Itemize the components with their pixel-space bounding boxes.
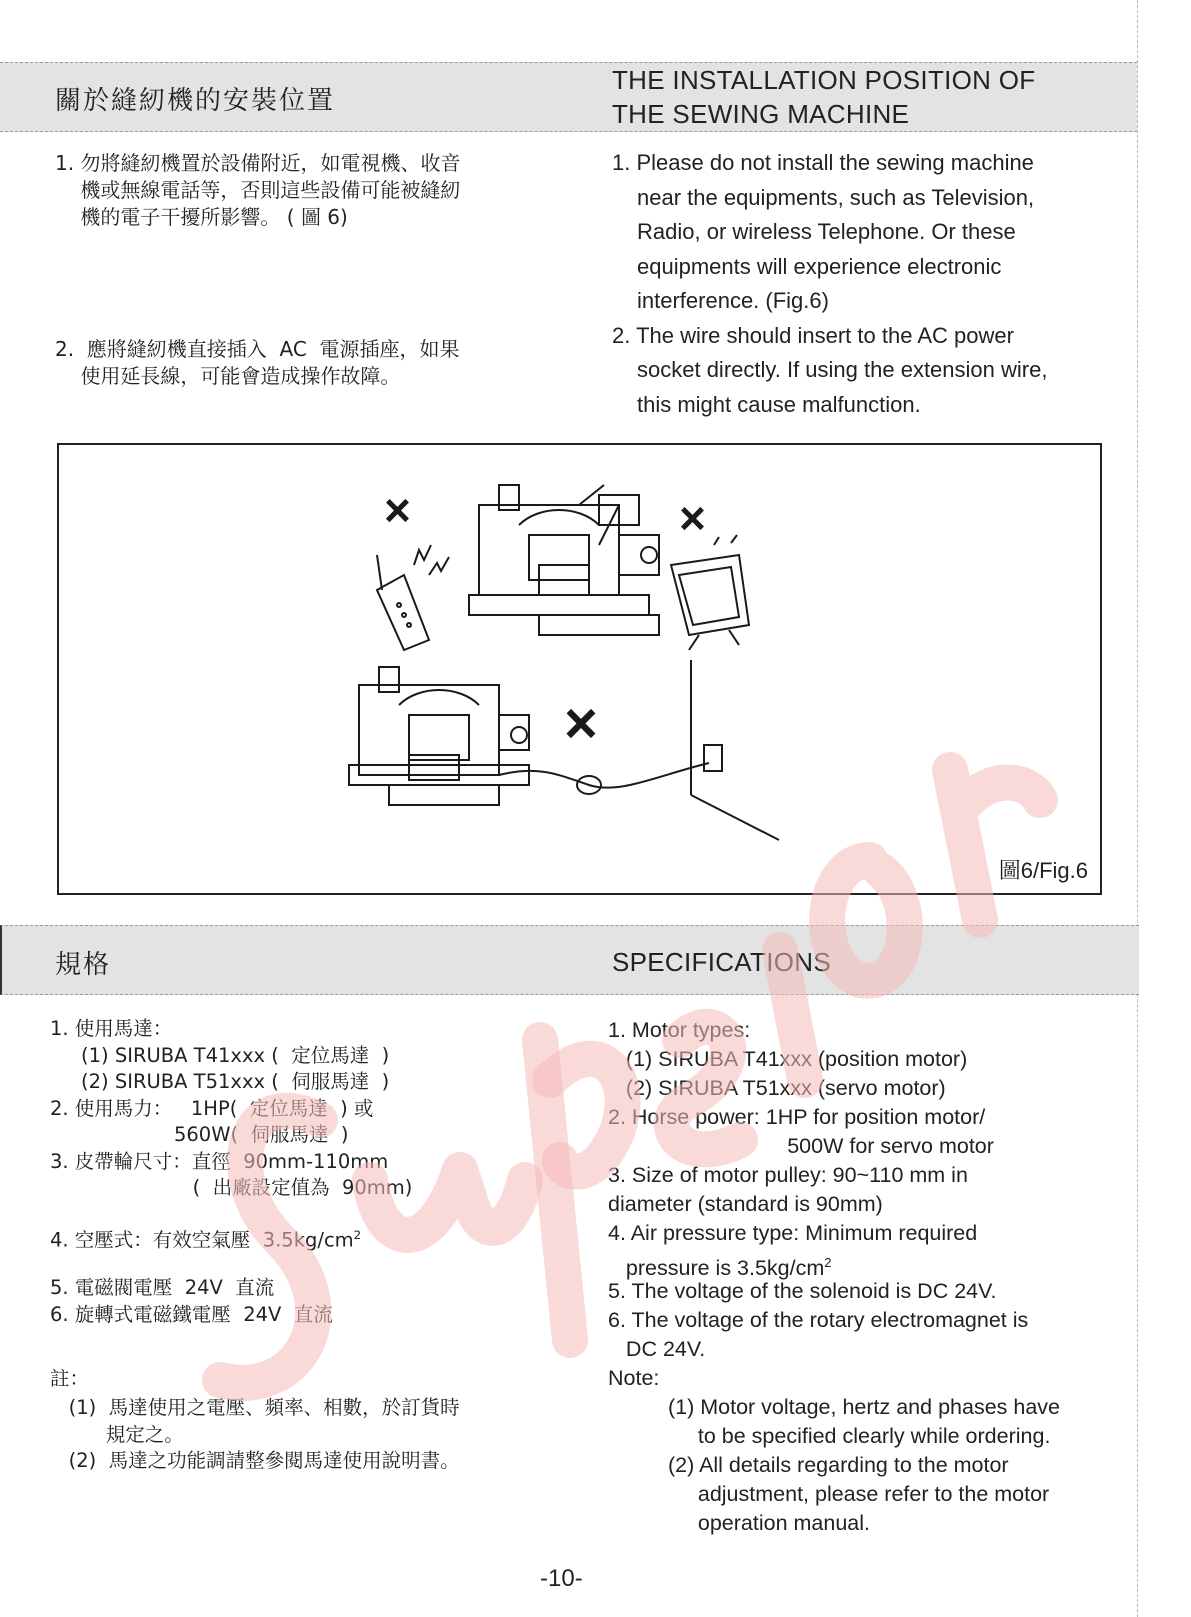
zh-spec-air xyxy=(50,1222,361,1254)
zh-spec-air-text: 4. 空壓式：有效空氣壓 3.5kg/cm xyxy=(50,1228,354,1252)
en-spec-voltage-note: 5. The voltage of the solenoid is DC 24V. 6. The voltage of the rotary electromagnet is DC 24V. Note: xyxy=(608,1279,1029,1390)
en-spec-list: 1. Motor types: (1) SIRUBA T41xxx (position motor) (2) SIRUBA T51xxx (servo motor) 2. Horse power: 1HP for position motor/ 500W for servo motor 3. Size of motor pulley: 90~110 mm in diameter (standard is 90mm) 4. Air pressure type: Minimum required xyxy=(608,1018,994,1245)
page-number: -10- xyxy=(540,1565,583,1592)
zh-section-title-installation: 關於縫紉機的安裝位置 xyxy=(55,86,336,116)
en-item-2-line-1: 2. The wire should insert to the AC power xyxy=(612,322,1014,348)
wrong-mark-1: × xyxy=(384,484,411,536)
en-item-1-line-2: near the equipments, such as Television, xyxy=(637,184,1035,210)
en-section-title-specs: SPECIFICATIONS xyxy=(612,947,831,977)
sewing-machine-top xyxy=(469,485,659,635)
en-title-line-2: THE SEWING MACHINE xyxy=(612,99,910,129)
en-spec-air-text: pressure is 3.5kg/cm xyxy=(608,1256,825,1281)
zh-note-title: 註： xyxy=(50,1367,90,1390)
en-item-1-line-3: Radio, or wireless Telephone. Or these xyxy=(637,219,1016,244)
en-notes: (1) Motor voltage, hertz and phases have to be specified clearly while ordering. (2) All details regarding to the motor adjustment, please refer to the motor operation manual. xyxy=(668,1395,1060,1535)
figure-6-box xyxy=(57,443,1102,895)
figure-6-illustration xyxy=(59,445,1100,893)
wall-floor xyxy=(691,795,779,840)
en-item-2-line-2: socket directly. If using the extension wire, xyxy=(637,357,1048,382)
zh-item-2: 2. 應將縫紉機直接插入 AC 電源插座，如果 使用延長線，可能會造成操作故障。 xyxy=(55,337,460,388)
zh-spec-voltage: 5. 電磁閥電壓 24V 直流 6. 旋轉式電磁鐵電壓 24V 直流 xyxy=(50,1276,333,1326)
wrong-mark-2: × xyxy=(679,492,706,544)
extension-cable xyxy=(499,763,709,788)
page-edge-dashline xyxy=(1137,0,1138,1617)
wrong-mark-3: × xyxy=(564,691,598,756)
en-item-2-line-3: this might cause malfunction. xyxy=(637,391,921,417)
figure-label: 圖6/Fig.6 xyxy=(998,858,1088,883)
zh-item-1: 1. 勿將縫紉機置於設備附近，如電視機、收音 機或無線電話等，否則這些設備可能被縫紉 機的電子干擾所影響。 ( 圖 6) xyxy=(55,151,461,229)
zh-notes: (1) 馬達使用之電壓、頻率、相數，於訂貨時 規定之。 (2) 馬達之功能調請整參閱馬達使用說明書。 xyxy=(68,1396,460,1472)
en-item-1-line-5: interference. (Fig.6) xyxy=(637,288,829,313)
en-item-1-line-1: 1. Please do not install the sewing machine xyxy=(612,150,1034,175)
zh-spec-list: 1. 使用馬達： (1) SIRUBA T41xxx ( 定位馬達 ) (2) SIRUBA T51xxx ( 伺服馬達 ) 2. 使用馬力： 1HP( 定位馬達 ) 或 560W( 伺服馬達 ) 3. 皮帶輪尺寸：直徑 90mm-110mm ( 出廠設定值為 90mm) xyxy=(50,1017,413,1199)
zh-spec-air-superscript: 2 xyxy=(353,1228,362,1242)
zh-section-title-specs: 規格 xyxy=(55,950,112,980)
en-title-line-1: THE INSTALLATION POSITION OF xyxy=(612,65,1036,95)
sewing-machine-bottom xyxy=(349,667,529,805)
en-section-title-installation xyxy=(612,63,1036,131)
en-item-1-line-4: equipments will experience electronic xyxy=(637,253,1002,279)
television xyxy=(671,535,749,650)
section-header-specifications xyxy=(0,925,1139,995)
wall-socket xyxy=(704,745,722,771)
en-spec-air-superscript: 2 xyxy=(824,1255,832,1270)
wireless-phone xyxy=(377,545,449,650)
en-items-installation xyxy=(612,146,1132,422)
